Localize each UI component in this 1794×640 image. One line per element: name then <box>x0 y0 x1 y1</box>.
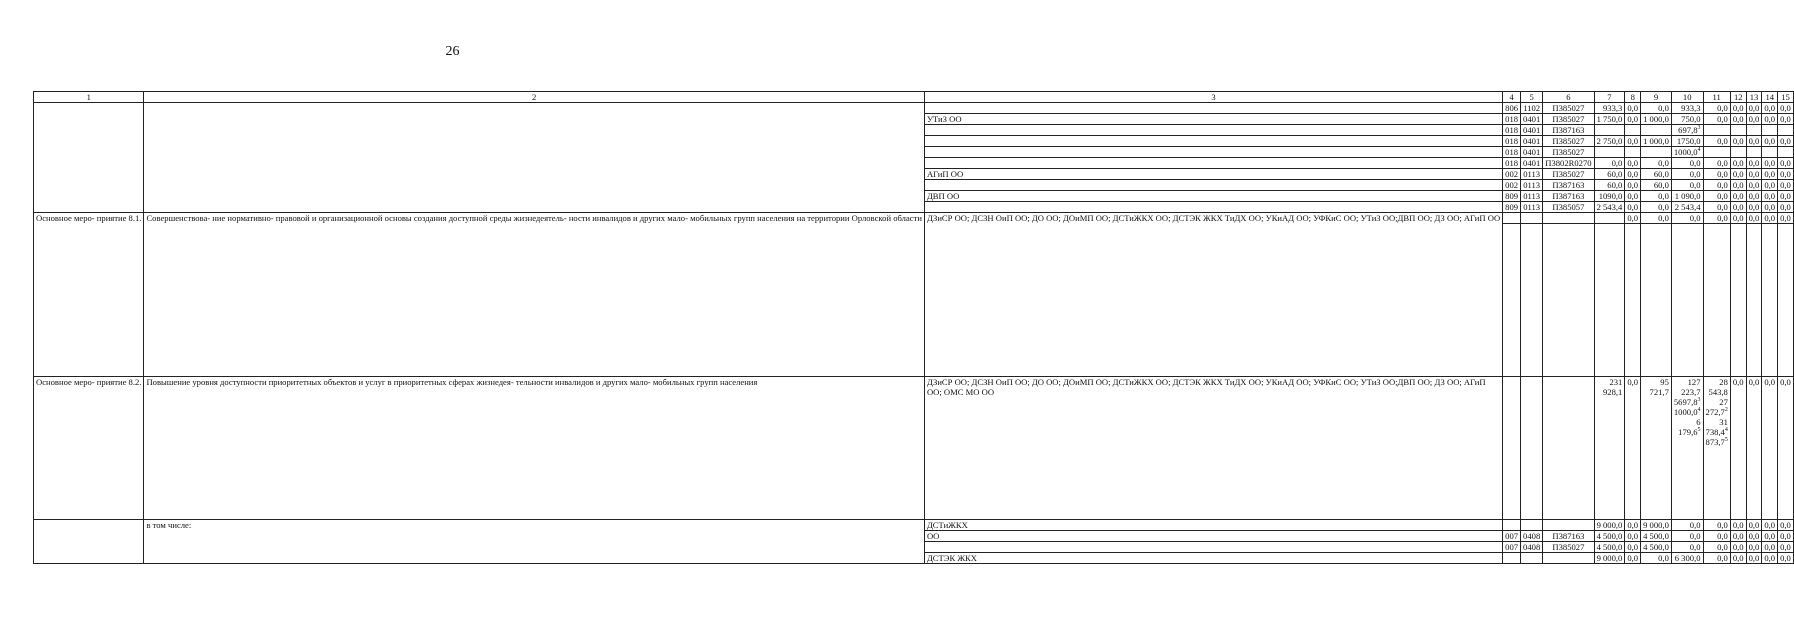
cell-c10: 750,0 <box>1671 114 1703 125</box>
cell-c13: 0,0 <box>1746 103 1762 114</box>
cell-c10 <box>1671 377 1703 520</box>
cell-c13: 0,0 <box>1746 136 1762 147</box>
cell-c8: 0,0 <box>1625 213 1641 224</box>
cell-c9: 0,0 <box>1641 202 1672 213</box>
header-cell-2: 2 <box>144 92 924 103</box>
value-line: 873,7$^5$ <box>1705 437 1728 447</box>
cell-c5: 0113 <box>1521 180 1543 191</box>
cell-c14: 0,0 <box>1762 542 1778 553</box>
cell-c8: 0,0 <box>1625 377 1641 520</box>
cell-executors-8-2: ДЗиСР ОО; ДСЗН ОиП ОО; ДО ОО; ДОиМП ОО; ДСТиЖКХ ОО; ДСТЭК ЖКХ ТиДХ ОО; УКиАД ОО; УФКиС ОО; УТиЗ ОО;ДВП ОО; ДЗ ОО; АГиП ОО; ОМС МО ОО <box>924 377 1502 520</box>
cell-c11: 0,0 <box>1703 169 1730 180</box>
value-line: 127 223,7 <box>1681 377 1701 397</box>
cell-c8: 0,0 <box>1625 191 1641 202</box>
cell-col1 <box>34 103 144 213</box>
cell-c5: 0408 <box>1521 531 1543 542</box>
cell-c4 <box>1503 520 1521 531</box>
cell-c9: 4 500,0 <box>1641 531 1672 542</box>
cell-c8: 0,0 <box>1625 114 1641 125</box>
cell-c4: 002 <box>1503 180 1521 191</box>
cell-c6 <box>1543 377 1594 520</box>
cell-c12: 0,0 <box>1730 213 1746 224</box>
cell-c14: 0,0 <box>1762 169 1778 180</box>
header-row <box>34 92 1794 103</box>
cell-col3 <box>924 147 1502 158</box>
cell-c15: 0,0 <box>1778 213 1794 224</box>
value-line: 6 179,6$^5$ <box>1678 417 1701 437</box>
cell-c11: 0,0 <box>1703 553 1730 564</box>
cell-including-label: в том числе: <box>144 520 924 564</box>
cell-c13: 0,0 <box>1746 531 1762 542</box>
cell-c13: 0,0 <box>1746 114 1762 125</box>
cell-c9: 0,0 <box>1641 553 1672 564</box>
cell-c13 <box>1746 147 1762 158</box>
cell-c8: 0,0 <box>1625 553 1641 564</box>
cell-c6: П385027 <box>1543 169 1594 180</box>
cell-c7: 9 000,0 <box>1594 553 1625 564</box>
cell-c9: 9 000,0 <box>1641 520 1672 531</box>
cell-c7: 933,3 <box>1594 103 1625 114</box>
cell-c13 <box>1746 125 1762 136</box>
cell-c7: 1 750,0 <box>1594 114 1625 125</box>
cell-empty-col4 <box>1503 224 1521 377</box>
cell-c10: 2 543,4 <box>1671 202 1703 213</box>
header-cell-10: 10 <box>1671 92 1703 103</box>
cell-c7 <box>1594 147 1625 158</box>
cell-c8 <box>1625 147 1641 158</box>
cell-c13: 0,0 <box>1746 180 1762 191</box>
page-number: 26 <box>445 44 460 59</box>
cell-c4: 018 <box>1503 158 1521 169</box>
header-cell-13: 13 <box>1746 92 1762 103</box>
cell-c5 <box>1521 553 1543 564</box>
cell-c11: 0,0 <box>1703 191 1730 202</box>
cell-c4 <box>1503 377 1521 520</box>
cell-c13: 0,0 <box>1746 520 1762 531</box>
cell-c8: 0,0 <box>1625 103 1641 114</box>
cell-c4: 809 <box>1503 202 1521 213</box>
cell-empty-col9 <box>1641 224 1672 377</box>
cell-c12: 0,0 <box>1730 158 1746 169</box>
cell-c13: 0,0 <box>1746 202 1762 213</box>
cell-empty-col11 <box>1703 224 1730 377</box>
cell-c7: 9 000,0 <box>1594 520 1625 531</box>
cell-c9: 4 500,0 <box>1641 542 1672 553</box>
cell-c7: 60,0 <box>1594 169 1625 180</box>
cell-c13: 0,0 <box>1746 191 1762 202</box>
cell-c5 <box>1521 520 1543 531</box>
cell-c9: 0,0 <box>1641 213 1672 224</box>
cell-col3 <box>924 202 1502 213</box>
cell-c4: 806 <box>1503 103 1521 114</box>
cell-c11: 0,0 <box>1703 103 1730 114</box>
cell-c13: 0,0 <box>1746 169 1762 180</box>
cell-c4 <box>1503 553 1521 564</box>
cell-c10: 697,8$^3$ <box>1671 125 1703 136</box>
cell-c9: 1 000,0 <box>1641 114 1672 125</box>
cell-c15: 0,0 <box>1778 202 1794 213</box>
cell-c6: П385027 <box>1543 114 1594 125</box>
header-cell-5: 5 <box>1521 92 1543 103</box>
cell-c11 <box>1703 377 1730 520</box>
cell-activity-8-2: Основное меро- приятие 8.2. <box>34 377 144 520</box>
cell-c7: 4 500,0 <box>1594 531 1625 542</box>
cell-description-8-1: Совершенствова- ние нормативно- правовой и организационной основы создания доступной среды жизнедеятель- ности инвалидов и других мало- мобильных групп населения на территории Орловской области <box>144 213 924 377</box>
cell-c15 <box>1778 147 1794 158</box>
cell-c14: 0,0 <box>1762 520 1778 531</box>
cell-c6: П385027 <box>1543 147 1594 158</box>
cell-c5: 0401 <box>1521 136 1543 147</box>
cell-c14: 0,0 <box>1762 531 1778 542</box>
cell-c4 <box>1503 213 1521 224</box>
cell-empty-col15 <box>1778 224 1794 377</box>
cell-c10: 0,0 <box>1671 169 1703 180</box>
cell-c6 <box>1543 553 1594 564</box>
cell-col3: УТиЗ ОО <box>924 114 1502 125</box>
cell-c9: 60,0 <box>1641 169 1672 180</box>
cell-c10: 6 300,0 <box>1671 553 1703 564</box>
cell-c10: 0,0 <box>1671 520 1703 531</box>
cell-c4: 809 <box>1503 191 1521 202</box>
cell-c10: 0,0 <box>1671 180 1703 191</box>
cell-c12: 0,0 <box>1730 377 1746 520</box>
cell-c14: 0,0 <box>1762 191 1778 202</box>
cell-c11: 0,0 <box>1703 180 1730 191</box>
cell-empty-col14 <box>1762 224 1778 377</box>
cell-c7 <box>1594 125 1625 136</box>
cell-c4: 018 <box>1503 147 1521 158</box>
cell-c6 <box>1543 520 1594 531</box>
table-body <box>34 92 1794 564</box>
cell-c5 <box>1521 377 1543 520</box>
header-cell-14: 14 <box>1762 92 1778 103</box>
cell-c9: 95 721,7 <box>1641 377 1672 520</box>
cell-c6 <box>1543 213 1594 224</box>
cell-c12: 0,0 <box>1730 542 1746 553</box>
header-cell-6: 6 <box>1543 92 1594 103</box>
cell-c14: 0,0 <box>1762 136 1778 147</box>
cell-c6: П385027 <box>1543 103 1594 114</box>
cell-c7: 2 543,4 <box>1594 202 1625 213</box>
cell-c5 <box>1521 213 1543 224</box>
cell-c12: 0,0 <box>1730 136 1746 147</box>
cell-c7: 1090,0 <box>1594 191 1625 202</box>
cell-col3 <box>924 542 1502 553</box>
cell-activity-8-1: Основное меро- приятие 8.1. <box>34 213 144 377</box>
cell-col3 <box>924 103 1502 114</box>
cell-c9: 0,0 <box>1641 158 1672 169</box>
cell-empty-col6 <box>1543 224 1594 377</box>
header-cell-8: 8 <box>1625 92 1641 103</box>
cell-c15: 0,0 <box>1778 169 1794 180</box>
cell-c12: 0,0 <box>1730 103 1746 114</box>
cell-c14: 0,0 <box>1762 114 1778 125</box>
cell-c8: 0,0 <box>1625 136 1641 147</box>
cell-c12: 0,0 <box>1730 531 1746 542</box>
cell-c15: 0,0 <box>1778 542 1794 553</box>
cell-c11: 0,0 <box>1703 158 1730 169</box>
cell-empty-col7 <box>1594 224 1625 377</box>
cell-c12: 0,0 <box>1730 169 1746 180</box>
cell-description-8-2: Повышение уровня доступности приоритетных объектов и услуг в приоритетных сферах жизнедея- тельности инвалидов и других мало- мобильных групп населения <box>144 377 924 520</box>
cell-c10: 0,0 <box>1671 158 1703 169</box>
cell-c10: 0,0 <box>1671 542 1703 553</box>
cell-c14: 0,0 <box>1762 377 1778 520</box>
cell-c15: 0,0 <box>1778 136 1794 147</box>
cell-empty-col12 <box>1730 224 1746 377</box>
cell-c15: 0,0 <box>1778 114 1794 125</box>
cell-c14: 0,0 <box>1762 103 1778 114</box>
cell-c13: 0,0 <box>1746 377 1762 520</box>
cell-c4: 007 <box>1503 542 1521 553</box>
cell-c5: 1102 <box>1521 103 1543 114</box>
cell-c9 <box>1641 147 1672 158</box>
cell-c15: 0,0 <box>1778 520 1794 531</box>
cell-c6: П387163 <box>1543 191 1594 202</box>
cell-c13: 0,0 <box>1746 542 1762 553</box>
cell-c7: 0,0 <box>1594 158 1625 169</box>
cell-c12: 0,0 <box>1730 553 1746 564</box>
cell-c11: 0,0 <box>1703 114 1730 125</box>
cell-c4: 018 <box>1503 136 1521 147</box>
cell-c5: 0113 <box>1521 191 1543 202</box>
cell-c11 <box>1703 147 1730 158</box>
cell-c14: 0,0 <box>1762 180 1778 191</box>
cell-c9: 0,0 <box>1641 191 1672 202</box>
cell-c10: 1 090,0 <box>1671 191 1703 202</box>
cell-c6: П385027 <box>1543 136 1594 147</box>
cell-empty-col8 <box>1625 224 1641 377</box>
cell-col3: ОО <box>924 531 1502 542</box>
cell-c5: 0401 <box>1521 147 1543 158</box>
cell-c8: 0,0 <box>1625 531 1641 542</box>
cell-c6: П3802R0270 <box>1543 158 1594 169</box>
cell-c12: 0,0 <box>1730 202 1746 213</box>
cell-c8: 0,0 <box>1625 520 1641 531</box>
cell-c7: 4 500,0 <box>1594 542 1625 553</box>
cell-c10: 0,0 <box>1671 531 1703 542</box>
value-line: 1000,0$^4$ <box>1673 407 1701 417</box>
cell-col3: ДВП ОО <box>924 191 1502 202</box>
cell-c5: 0401 <box>1521 125 1543 136</box>
cell-col3: АГиП ОО <box>924 169 1502 180</box>
cell-c12: 0,0 <box>1730 520 1746 531</box>
cell-c15: 0,0 <box>1778 191 1794 202</box>
cell-col3 <box>924 125 1502 136</box>
cell-c14 <box>1762 125 1778 136</box>
value-line: 31 738,4$^4$ <box>1705 417 1728 437</box>
cell-c13: 0,0 <box>1746 158 1762 169</box>
cell-c15 <box>1778 125 1794 136</box>
cell-c4: 002 <box>1503 169 1521 180</box>
cell-c9: 1 000,0 <box>1641 136 1672 147</box>
cell-c12 <box>1730 147 1746 158</box>
cell-col3 <box>924 136 1502 147</box>
cell-c4: 007 <box>1503 531 1521 542</box>
cell-c9: 60,0 <box>1641 180 1672 191</box>
cell-c15: 0,0 <box>1778 103 1794 114</box>
cell-c8: 0,0 <box>1625 542 1641 553</box>
cell-c11: 0,0 <box>1703 542 1730 553</box>
cell-c11: 0,0 <box>1703 520 1730 531</box>
cell-c12: 0,0 <box>1730 180 1746 191</box>
cell-c10: 933,3 <box>1671 103 1703 114</box>
cell-c7: 231 928,1 <box>1594 377 1625 520</box>
cell-c10: 1750,0 <box>1671 136 1703 147</box>
cell-c13: 0,0 <box>1746 213 1762 224</box>
cell-c8 <box>1625 125 1641 136</box>
cell-c11: 0,0 <box>1703 531 1730 542</box>
cell-c11: 0,0 <box>1703 136 1730 147</box>
cell-executors-8-1: ДЗиСР ОО; ДСЗН ОиП ОО; ДО ОО; ДОиМП ОО; ДСТиЖКХ ОО; ДСТЭК ЖКХ ТиДХ ОО; УКиАД ОО; УФКиС ОО; УТиЗ ОО;ДВП ОО; ДЗ ОО; АГиП ОО <box>924 213 1502 377</box>
header-cell-1: 1 <box>34 92 144 103</box>
cell-c10: 0,0 <box>1671 213 1703 224</box>
cell-col3 <box>924 180 1502 191</box>
cell-c12: 0,0 <box>1730 191 1746 202</box>
header-cell-7: 7 <box>1594 92 1625 103</box>
cell-c15: 0,0 <box>1778 377 1794 520</box>
cell-c10: 1000,0$^4$ <box>1671 147 1703 158</box>
cell-c12 <box>1730 125 1746 136</box>
cell-c15: 0,0 <box>1778 531 1794 542</box>
budget-table <box>33 91 1794 564</box>
cell-empty-col10 <box>1671 224 1703 377</box>
cell-c11 <box>1703 125 1730 136</box>
cell-c5: 0401 <box>1521 158 1543 169</box>
cell-c8: 0,0 <box>1625 202 1641 213</box>
table-row-8-2 <box>34 377 1794 520</box>
value-line: 5697,8$^3$ <box>1673 397 1701 407</box>
cell-c6: П387163 <box>1543 531 1594 542</box>
table-row <box>34 103 1794 114</box>
cell-col1 <box>34 520 144 564</box>
cell-c8: 0,0 <box>1625 158 1641 169</box>
cell-c14: 0,0 <box>1762 158 1778 169</box>
value-line: 28 543,8 <box>1708 377 1728 397</box>
header-cell-3: 3 <box>924 92 1502 103</box>
cell-c6: П385057 <box>1543 202 1594 213</box>
cell-c8: 0,0 <box>1625 169 1641 180</box>
header-cell-4: 4 <box>1503 92 1521 103</box>
cell-c14: 0,0 <box>1762 213 1778 224</box>
cell-c14: 0,0 <box>1762 553 1778 564</box>
cell-c15: 0,0 <box>1778 158 1794 169</box>
cell-c5: 0401 <box>1521 114 1543 125</box>
cell-c12: 0,0 <box>1730 114 1746 125</box>
cell-c6: П385027 <box>1543 542 1594 553</box>
cell-c14 <box>1762 147 1778 158</box>
cell-c4: 018 <box>1503 114 1521 125</box>
cell-c6: П387163 <box>1543 125 1594 136</box>
cell-col3: ДСТЭК ЖКХ <box>924 553 1502 564</box>
cell-c6: П387163 <box>1543 180 1594 191</box>
cell-c7 <box>1594 213 1625 224</box>
cell-empty-col5 <box>1521 224 1543 377</box>
cell-c5: 0113 <box>1521 169 1543 180</box>
cell-c9 <box>1641 125 1672 136</box>
cell-c5: 0113 <box>1521 202 1543 213</box>
header-cell-11: 11 <box>1703 92 1730 103</box>
cell-c8: 0,0 <box>1625 180 1641 191</box>
header-cell-12: 12 <box>1730 92 1746 103</box>
cell-c15: 0,0 <box>1778 180 1794 191</box>
cell-empty-col13 <box>1746 224 1762 377</box>
cell-c11: 0,0 <box>1703 202 1730 213</box>
cell-c7: 2 750,0 <box>1594 136 1625 147</box>
cell-c13: 0,0 <box>1746 553 1762 564</box>
cell-c7: 60,0 <box>1594 180 1625 191</box>
cell-c4: 018 <box>1503 125 1521 136</box>
cell-c11: 0,0 <box>1703 213 1730 224</box>
value-line: 27 272,7$^2$ <box>1705 397 1728 417</box>
cell-col3: ДСТиЖКХ <box>924 520 1502 531</box>
cell-c14: 0,0 <box>1762 202 1778 213</box>
cell-c9: 0,0 <box>1641 103 1672 114</box>
header-cell-15: 15 <box>1778 92 1794 103</box>
header-cell-9: 9 <box>1641 92 1672 103</box>
cell-col2 <box>144 103 924 213</box>
cell-col3 <box>924 158 1502 169</box>
table-row-8-1 <box>34 213 1794 224</box>
cell-c15: 0,0 <box>1778 553 1794 564</box>
cell-c5: 0408 <box>1521 542 1543 553</box>
table-row <box>34 520 1794 531</box>
